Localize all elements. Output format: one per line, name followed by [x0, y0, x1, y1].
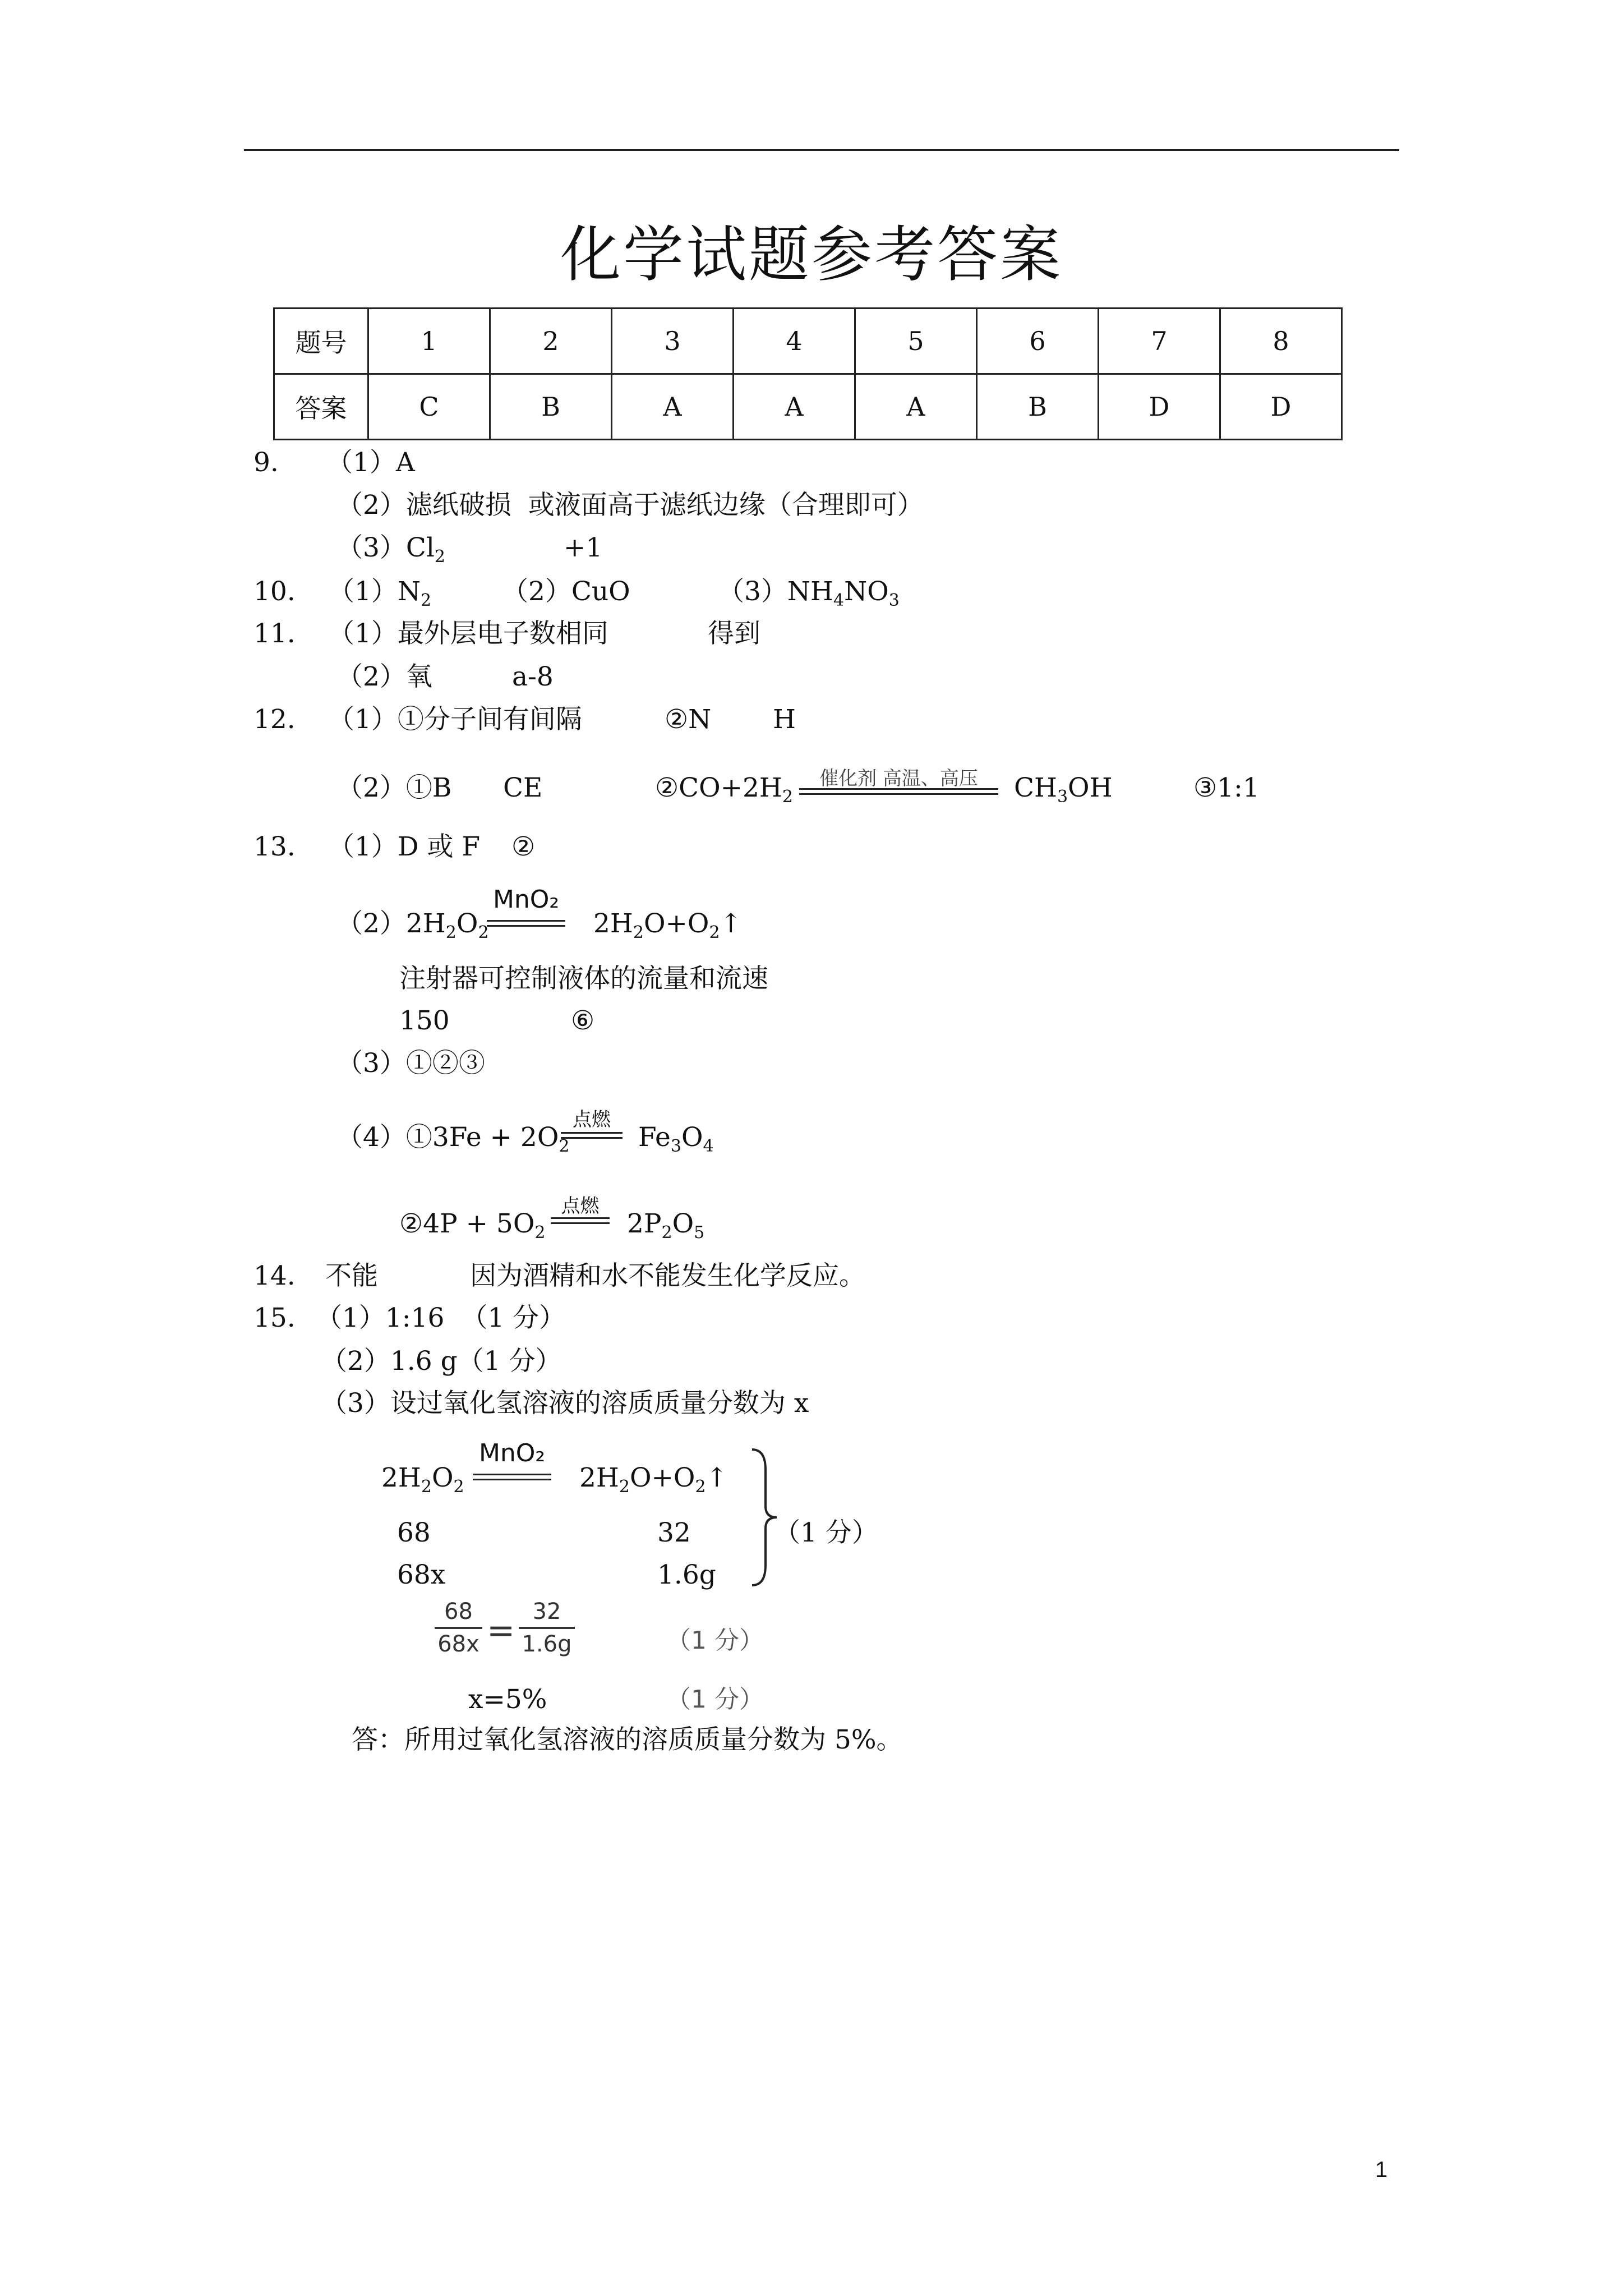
result-score: （1 分）	[666, 1685, 764, 1714]
q13-part4-eq1-right: $Fe_3O_4$	[638, 1122, 714, 1156]
q15-brace-score: （1 分）	[774, 1517, 878, 1548]
q15-part2: （2）1.6 g（1 分）	[321, 1346, 562, 1377]
q9-part3-value: +1	[564, 532, 603, 563]
fraction-equals-sign: =	[487, 1611, 515, 1650]
reaction-condition: MnO₂	[478, 1439, 546, 1467]
table-cell: C	[368, 374, 490, 440]
q9-part1: （1）A	[326, 447, 415, 478]
fraction-right: 32 1.6g	[519, 1599, 575, 1657]
q13-part2-equation-right: $2H_2O+O_2↑$	[593, 908, 742, 942]
q10-part1: $(1)N_2$	[328, 576, 432, 610]
reaction-equals-sign	[487, 920, 565, 927]
reaction-equals-sign	[473, 1474, 551, 1480]
q10-number: 10.	[253, 576, 296, 607]
reaction-equals-sign	[561, 1132, 623, 1139]
q12-part2-b: CE	[503, 772, 543, 803]
table-cell: D	[1220, 374, 1342, 440]
q9-part3: $(3)Cl_2$	[336, 532, 445, 567]
table-cell: 1	[368, 309, 490, 374]
q11-part1-answer: 得到	[708, 618, 760, 649]
reaction-condition: 点燃	[573, 1108, 611, 1131]
q13-part4-eq2-left: ②4P + $5O_2$	[399, 1208, 546, 1243]
q13-part2-line3: 150	[399, 1005, 450, 1036]
table-cell: B	[490, 374, 612, 440]
table-cell: 3	[612, 309, 734, 374]
q15-result: x=5%	[468, 1684, 547, 1715]
q13-part1-b: ②	[511, 831, 536, 862]
reaction-equals-sign	[551, 1217, 610, 1224]
q15-part3: （3）设过氧化氢溶液的溶质质量分数为 x	[321, 1388, 809, 1419]
q13-part4-eq2-right: $2P_2O_5$	[627, 1208, 705, 1243]
table-cell: B	[977, 374, 1099, 440]
table-cell: 7	[1099, 309, 1220, 374]
answer-table	[273, 307, 1343, 440]
reaction-condition: 催化剂 高温、高压	[819, 767, 978, 790]
q13-part2-line2: 注射器可控制液体的流量和流速	[399, 963, 768, 994]
q15-ratio-row2-a: 68x	[397, 1559, 446, 1590]
q13-part4-eq1-left: （4）①3Fe + $2O_2$	[336, 1122, 570, 1156]
page-number: 1	[1375, 2157, 1388, 2182]
q15-ratio-row2-b: 1.6g	[657, 1559, 716, 1590]
q12-part2-equation-left: $②CO+2H_2$	[655, 772, 793, 807]
table-row	[274, 374, 1342, 440]
q15-equation-right: $2H_2O+O_2↑$	[579, 1462, 728, 1497]
q10-part3: $(3)NH_4NO_3$	[718, 576, 900, 610]
q15-part1: （1）1:16 （1 分）	[316, 1303, 566, 1333]
q12-part1: （1）①分子间有间隔	[328, 704, 582, 735]
reaction-condition: MnO₂	[492, 885, 560, 914]
q11-part1: （1）最外层电子数相同	[328, 618, 608, 649]
q11-number: 11.	[253, 618, 296, 649]
q13-part2-equation-left: $(2)2H_2O_2$	[336, 908, 489, 942]
q9-part2: （2）滤纸破损 或液面高于滤纸边缘（合理即可）	[336, 490, 924, 521]
q14-answer: 不能	[325, 1260, 378, 1291]
q14-number: 14.	[253, 1260, 296, 1291]
table-cell: 8	[1220, 309, 1342, 374]
table-cell: A	[855, 374, 977, 440]
q13-part1: （1）D 或 F	[328, 831, 481, 862]
q12-number: 12.	[253, 704, 296, 735]
table-cell: 4	[734, 309, 855, 374]
table-cell: A	[612, 374, 734, 440]
q12-part2-a: （2）①B	[336, 772, 452, 803]
table-cell: A	[734, 374, 855, 440]
fraction-left: 68 68x	[435, 1599, 482, 1657]
q15-equation-left: $2H_2O_2$	[381, 1462, 464, 1497]
q11-part2-answer: a-8	[512, 661, 554, 692]
header-rule	[244, 149, 1399, 151]
q15-ratio-row1-a: 68	[397, 1517, 431, 1548]
q13-number: 13.	[253, 831, 296, 862]
reaction-equals-sign	[799, 788, 998, 795]
q15-final-answer: 答：所用过氧化氢溶液的溶质质量分数为 5%。	[352, 1724, 903, 1755]
q14-reason: 因为酒精和水不能发生化学反应。	[470, 1260, 865, 1291]
table-row	[274, 309, 1342, 374]
table-header-cell: 答案	[274, 374, 368, 440]
q12-part1-c: H	[773, 704, 796, 735]
q15-number: 15.	[253, 1303, 296, 1333]
q12-part2-e: ③1:1	[1193, 772, 1260, 803]
table-cell: D	[1099, 374, 1220, 440]
q11-part2: （2）氧	[336, 661, 432, 692]
table-cell: 5	[855, 309, 977, 374]
q13-part2-line3-b: ⑥	[571, 1005, 595, 1036]
q10-part2: （2）CuO	[502, 576, 630, 607]
table-cell: 2	[490, 309, 612, 374]
q12-part1-b: ②N	[665, 704, 712, 735]
page-title: 化学试题参考答案	[560, 220, 1063, 290]
table-header-cell: 题号	[274, 309, 368, 374]
q12-part2-equation-right: $CH_3OH$	[1014, 772, 1113, 807]
q13-part3: （3）①②③	[336, 1048, 485, 1079]
fraction-score: （1 分）	[666, 1626, 764, 1655]
q9-number: 9.	[253, 447, 279, 478]
reaction-condition: 点燃	[561, 1195, 600, 1217]
q15-ratio-row1-b: 32	[657, 1517, 691, 1548]
table-cell: 6	[977, 309, 1099, 374]
